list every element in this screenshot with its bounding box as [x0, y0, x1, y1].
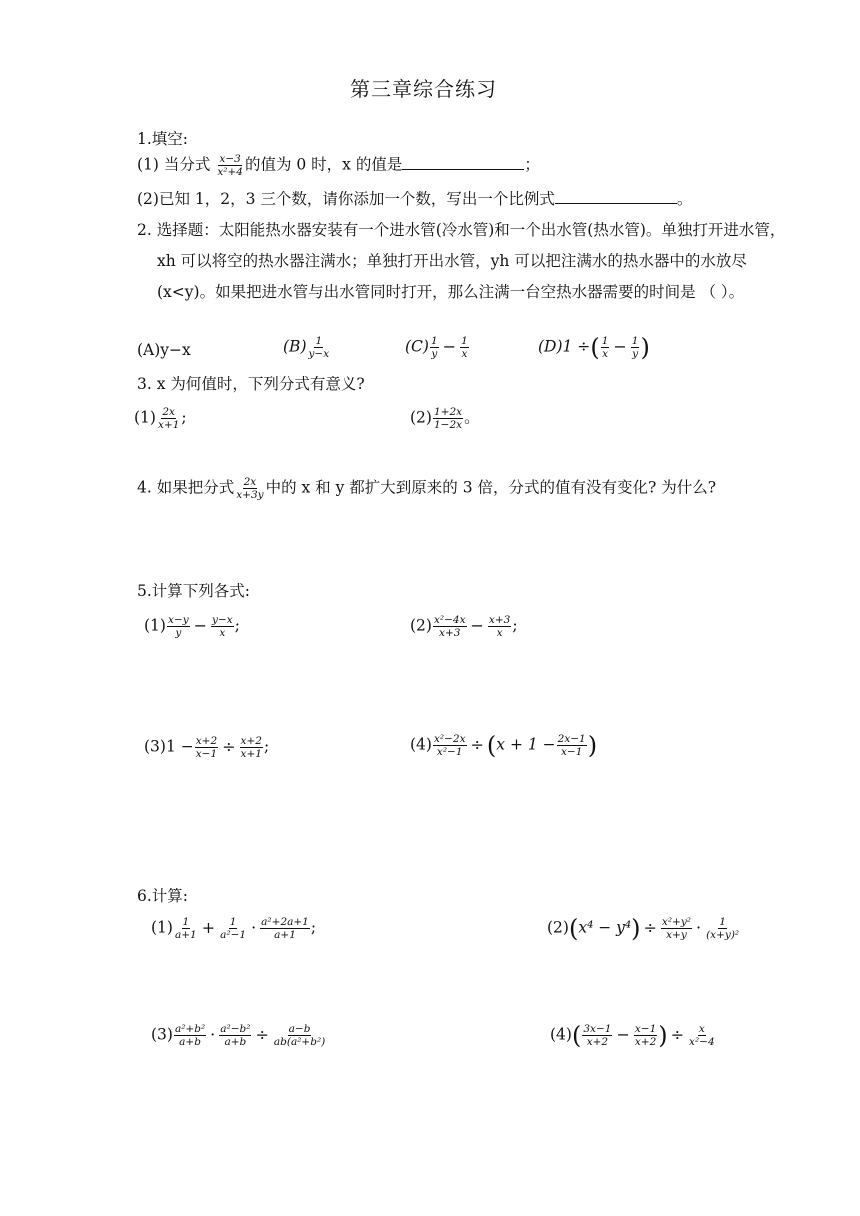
denominator: x	[461, 348, 468, 360]
q2-option-a: (A)y−x	[137, 341, 191, 359]
numerator: a²+2a+1	[261, 916, 309, 928]
q4-text	[137, 476, 716, 501]
fraction	[634, 1023, 657, 1048]
part-label: (3)1 −	[144, 737, 194, 756]
q4-suffix: 中的 x 和 y 都扩大到原来的 3 倍，分式的值有没有变化? 为什么?	[265, 478, 717, 497]
q6-part3: (3) $\frac{\text{a²+b²}}{a+b}$ · $\frac{\text{a²−b²}}{a+b}$ ÷ $\frac{a-b}{\text{ab(a²+b²)}}$	[151, 1023, 326, 1048]
part-label: (1)	[144, 616, 166, 635]
numerator: 2x	[243, 476, 257, 488]
fraction	[582, 1023, 612, 1048]
fraction	[308, 335, 331, 360]
q1-part2	[137, 188, 692, 210]
denominator: x	[602, 348, 608, 360]
denominator: a+1	[274, 929, 296, 941]
denominator: (x+y)²	[706, 929, 740, 941]
denominator: x+3y	[236, 489, 264, 501]
denominator: x+1	[240, 748, 262, 760]
numerator: x+3	[488, 614, 511, 626]
denominator: y−x	[308, 348, 330, 360]
numerator: 3x−1	[583, 1023, 612, 1035]
denominator: y	[431, 348, 438, 360]
q2-option-c: (C) $\frac{1}{y}$ − $\frac{1}{x}$	[405, 335, 468, 360]
fraction	[557, 733, 587, 758]
numerator: 1+2x	[433, 406, 463, 418]
expression: x + 1 −	[496, 735, 556, 754]
fraction	[211, 614, 234, 639]
fraction	[174, 916, 198, 941]
numerator: x−3	[219, 153, 241, 165]
part-label: (2)	[547, 918, 569, 937]
denominator: a+1	[174, 929, 197, 941]
part-end: 。	[464, 408, 480, 427]
answer-blank[interactable]	[555, 188, 677, 204]
part-end: ;	[234, 616, 240, 635]
numerator: 2x−1	[557, 733, 586, 745]
numerator: x+2	[195, 735, 218, 747]
numerator: x−1	[634, 1023, 657, 1035]
q6-part1: (1) $\frac{1}{a+1}$ + $\frac{1}{\text{a²−1}}$ · $\frac{\text{a²+2a+1}}{a+1}$ ;	[151, 916, 317, 941]
part-end: ;	[181, 408, 187, 427]
denominator: x	[219, 627, 226, 639]
fraction	[235, 476, 264, 501]
fraction	[260, 916, 310, 941]
q2-text	[137, 215, 797, 308]
numerator: 1	[461, 335, 468, 347]
fraction	[167, 614, 190, 639]
denominator: x²+4	[217, 166, 243, 178]
part-end: ;	[310, 918, 317, 937]
q1-part1-end: ；	[524, 155, 540, 174]
denominator: x	[496, 627, 503, 639]
numerator: 1	[182, 916, 190, 928]
fraction	[460, 335, 469, 360]
denominator: a+b	[224, 1036, 247, 1048]
q1-heading: 1.填空:	[137, 130, 189, 148]
fraction	[433, 614, 467, 639]
numerator: a²+b²	[174, 1023, 206, 1035]
q6-part4: (4)( $\frac{3x-1}{x+2}$ − $\frac{x-1}{x+2}$ ) ÷ $\frac{x}{\text{x²−4}}$	[550, 1021, 715, 1050]
fraction	[195, 735, 218, 760]
numerator: x+2	[240, 735, 262, 747]
option-label: (C)	[405, 337, 429, 356]
numerator: 1	[719, 916, 726, 928]
q3-heading: 3. x 为何值时，下列分式有意义?	[137, 375, 365, 393]
expression: x⁴ − y⁴	[578, 918, 632, 937]
q2-option-b	[283, 335, 331, 360]
fraction	[705, 916, 740, 941]
q5-part4: (4) $\frac{\text{x²−2x}}{\text{x²−1}}$ ÷ (x + 1 − $\frac{2x-1}{x-1}$ )	[410, 731, 598, 760]
part-label: (4)	[410, 735, 432, 754]
denominator: x+y	[666, 929, 687, 941]
fraction	[631, 335, 640, 360]
denominator: 1−2x	[433, 419, 463, 431]
denominator: x+3	[439, 627, 461, 639]
denominator: x−1	[560, 746, 583, 758]
denominator: a²−1	[220, 929, 247, 941]
page-title: 第三章综合练习	[350, 77, 497, 101]
q5-part1: (1) $\frac{x-y}{y}$ − $\frac{y-x}{x}$ ;	[144, 614, 240, 639]
fraction	[219, 916, 247, 941]
part-label: (2)	[410, 408, 432, 427]
part-label: (3)	[151, 1025, 173, 1044]
numerator: 1	[631, 335, 639, 347]
denominator: ab(a²+b²)	[273, 1036, 326, 1048]
fraction	[433, 733, 467, 758]
numerator: 1	[229, 916, 237, 928]
denominator: x−1	[195, 748, 218, 760]
q5-heading: 5.计算下列各式:	[137, 582, 251, 600]
numerator: y−x	[212, 614, 233, 626]
fraction	[488, 614, 511, 639]
q3-part1	[134, 406, 187, 431]
option-label: (B)	[283, 337, 307, 356]
part-end: ;	[512, 616, 518, 635]
q1-part1-suffix: 的值为 0 时，x 的值是	[244, 155, 403, 174]
denominator: x²−4	[689, 1036, 715, 1048]
fraction	[601, 335, 610, 360]
fraction	[273, 1023, 326, 1048]
fraction	[157, 406, 180, 431]
part-label: (1)	[151, 918, 173, 937]
fraction	[430, 335, 439, 360]
numerator: a−b	[288, 1023, 311, 1035]
option-label: (D)1 ÷	[538, 337, 591, 356]
denominator: y	[175, 627, 182, 639]
q1-part1-fraction	[216, 153, 244, 178]
q6-part2: (2)(x⁴ − y⁴) ÷ $\frac{\text{x²+y²}}{x+y}$ · $\frac{1}{\text{(x+y)²}}$	[547, 914, 740, 943]
numerator: 2x	[162, 406, 175, 418]
numerator: 1	[315, 335, 323, 347]
part-label: (2)	[410, 616, 432, 635]
numerator: a²−b²	[220, 1023, 251, 1035]
part-label: (1)	[134, 408, 156, 427]
denominator: x²−1	[436, 746, 463, 758]
numerator: x²−2x	[433, 733, 466, 745]
q2-body: 2. 选择题：太阳能热水器安装有一个进水管(冷水管)和一个出水管(热水管)。单独打开进水管，xh 可以将空的热水器注满水；单独打开出水管，yh 可以把注满水的热水器中的水放尽(x<y)。如果把进水管与出水管同时打开，那么注满一台空热水器需要的时间是 （ ）。	[137, 221, 786, 301]
numerator: x−y	[167, 614, 189, 626]
fraction	[661, 916, 692, 941]
fraction	[433, 406, 463, 431]
fraction	[240, 735, 263, 760]
denominator: x+2	[586, 1036, 609, 1048]
q3-part2	[410, 406, 480, 431]
fraction	[174, 1023, 206, 1048]
q1-part2-end: 。	[676, 190, 693, 208]
denominator: x+2	[634, 1036, 657, 1048]
q1-part2-text: (2)已知 1，2，3 三个数，请你添加一个数，写出一个比例式	[137, 190, 555, 208]
part-label: (4)	[550, 1025, 572, 1044]
q5-part2: (2) $\frac{\text{x²−4x}}{x+3}$ − $\frac{x+3}{x}$ ;	[410, 614, 518, 639]
q4-prefix: 4. 如果把分式	[137, 478, 235, 497]
numerator: x	[698, 1023, 705, 1035]
numerator: x²−4x	[433, 614, 466, 626]
fraction	[219, 1023, 251, 1048]
denominator: x+1	[157, 419, 180, 431]
q5-part3: (3)1 − $\frac{x+2}{x-1}$ ÷ $\frac{x+2}{x+1}$ ;	[144, 735, 270, 760]
part-end: ;	[263, 737, 270, 756]
q2-option-d: (D)1 ÷( $\frac{1}{x}$ − $\frac{1}{y}$ )	[538, 333, 650, 362]
fraction	[688, 1023, 716, 1048]
numerator: 1	[430, 335, 438, 347]
denominator: y	[632, 348, 639, 360]
answer-blank[interactable]	[402, 154, 524, 170]
denominator: a+b	[179, 1036, 201, 1048]
numerator: x²+y²	[661, 916, 691, 928]
q1-part1	[137, 153, 540, 178]
numerator: 1	[601, 335, 609, 347]
q6-heading: 6.计算:	[137, 887, 189, 905]
q1-part1-prefix: (1) 当分式	[137, 155, 211, 174]
